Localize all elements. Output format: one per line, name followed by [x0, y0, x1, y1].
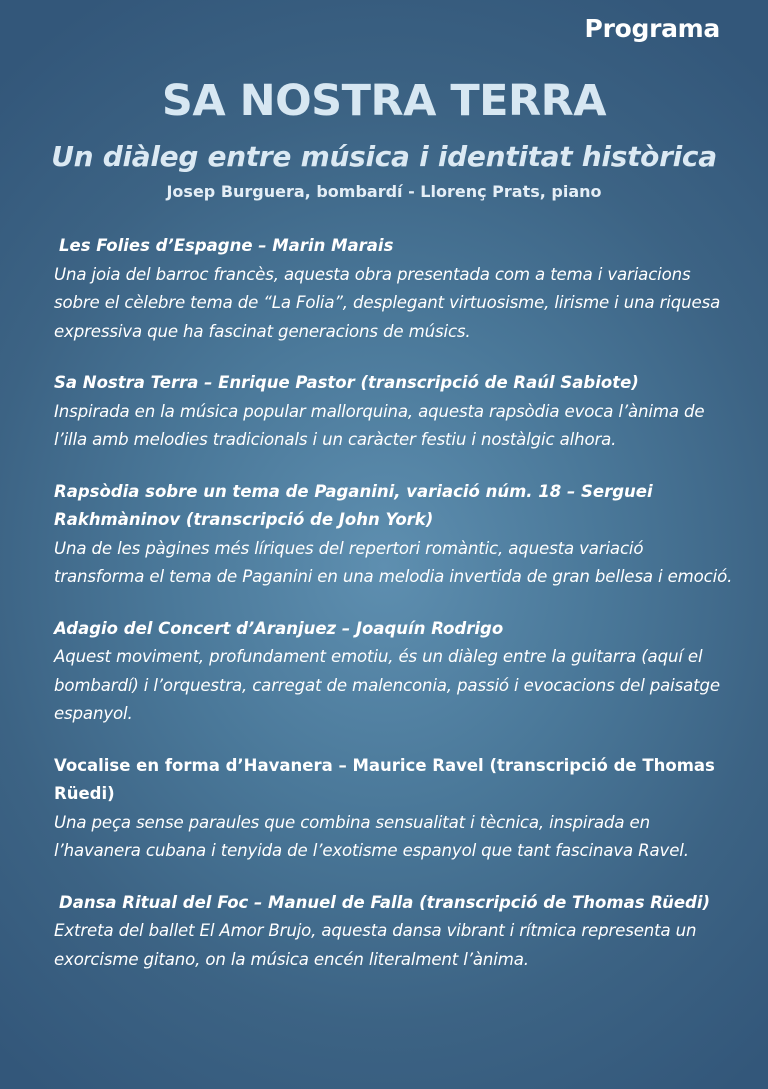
piece-description: Una joia del barroc francès, aquesta obra presentada com a tema i variacions sobre el cèlebre tema de “La Folia”, desplegant virtuosisme, lirisme i una riquesa expressiva que ha fascinat generacions de músics.	[54, 264, 721, 341]
concert-subtitle: Un diàleg entre música i identitat històrica	[51, 140, 717, 173]
piece-heading: Sa Nostra Terra – Enrique Pastor (transcripció de Raúl Sabiote)	[54, 373, 639, 392]
piece-heading: Rapsòdia sobre un tema de Paganini, variació núm. 18 – Serguei Rakhmàninov (transcripció de John York)	[54, 481, 653, 529]
program-item-dansa-ritual	[54, 889, 734, 975]
program-list	[54, 232, 734, 997]
piece-description: Aquest moviment, profundament emotiu, és un diàleg entre la guitarra (aquí el bombardí) i l’orquestra, carregat de malenconia, passió i evocacions del paisatge espanyol.	[54, 647, 720, 723]
program-item-vocalise-havanera	[54, 752, 734, 866]
piece-description: Una de les pàgines més líriques del repertori romàntic, aquesta variació transforma el tema de Paganini en una melodia invertida de gran bellesa i emoció.	[54, 538, 733, 586]
piece-heading: Les Folies d’Espagne – Marin Marais	[59, 236, 394, 255]
program-item-sa-nostra-terra	[54, 369, 734, 455]
piece-description: Inspirada en la música popular mallorquina, aquesta rapsòdia evoca l’ànima de l’illa amb melodies tradicionals i un caràcter festiu i nostàlgic alhora.	[54, 401, 705, 449]
program-item-rapsodia-paganini	[54, 478, 734, 592]
performers-line: Josep Burguera, bombardí - Llorenç Prats, piano	[166, 182, 602, 201]
program-item-adagio-aranjuez	[54, 615, 734, 729]
program-item-folies	[54, 232, 734, 346]
concert-title: SA NOSTRA TERRA	[161, 76, 607, 126]
piece-heading: Adagio del Concert d’Aranjuez – Joaquín Rodrigo	[54, 618, 504, 638]
piece-heading: Dansa Ritual del Foc – Manuel de Falla (transcripció de Thomas Rüedi)	[59, 892, 711, 912]
piece-description: Extreta del ballet El Amor Brujo, aquesta dansa vibrant i rítmica representa un exorcisme gitano, on la música encén literalment l’ànima.	[54, 921, 697, 969]
program-label: Programa	[584, 14, 720, 43]
piece-description: Una peça sense paraules que combina sensualitat i tècnica, inspirada en l’havanera cubana i tenyida de l’exotisme espanyol que tant fascinava Ravel.	[54, 812, 689, 860]
piece-heading: Vocalise en forma d’Havanera – Maurice Ravel (transcripció de Thomas Rüedi)	[54, 755, 715, 803]
